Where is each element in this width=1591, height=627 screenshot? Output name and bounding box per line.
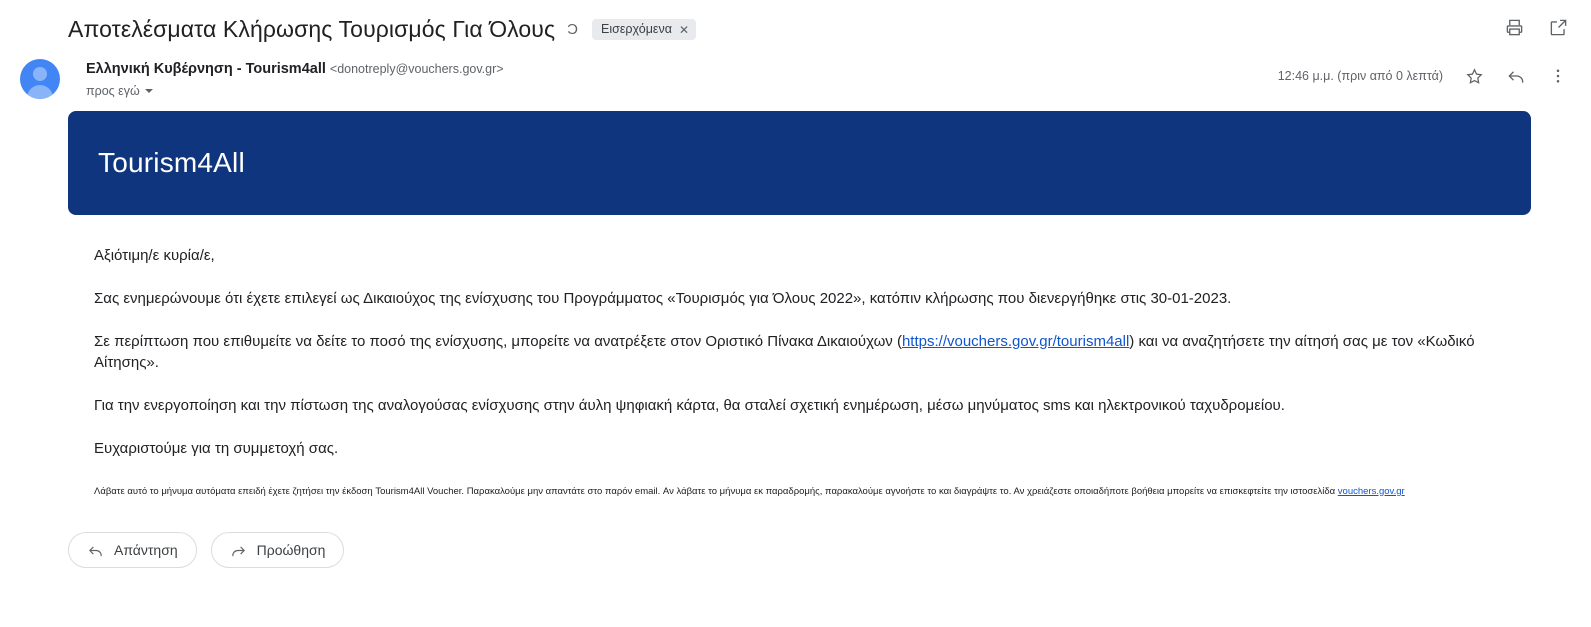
chevron-down-icon[interactable]	[145, 89, 153, 93]
paragraph-2	[94, 310, 1525, 375]
paragraph-2-after: ) και να αναζητήσετε την αίτησή σας με τον «Κωδικό Αίτησης».	[94, 332, 1475, 372]
sender-name[interactable]: Ελληνική Κυβέρνηση - Tourism4all	[86, 61, 326, 77]
print-icon[interactable]	[1503, 16, 1525, 38]
reply-button[interactable]	[68, 532, 197, 568]
paragraph-2-before: Σε περίπτωση που επιθυμείτε να δείτε το ποσό της ενίσχυσης, μπορείτε να ανατρέξετε στον Οριστικό Πίνακα Δικαιούχων (	[94, 332, 902, 350]
sender-email: <donotreply@vouchers.gov.gr>	[329, 62, 504, 76]
paragraph-3: Για την ενεργοποίηση και την πίστωση της αναλογούσας ενίσχυσης στην άυλη ψηφιακή κάρτα, θα σταλεί σχετική ενημέρωση, μέσω μηνύματος sms και ηλεκτρονικού ταχυδρομείου.	[94, 397, 1285, 414]
avatar	[20, 59, 60, 99]
forward-button[interactable]	[211, 532, 345, 568]
recipient-line[interactable]	[86, 84, 1278, 98]
subject-row	[0, 0, 1591, 49]
reply-button-label: Απάντηση	[114, 542, 178, 559]
label-chip-inbox[interactable]	[592, 19, 696, 40]
message-action-buttons	[0, 498, 1591, 568]
email-banner	[68, 111, 1531, 215]
open-in-new-window-icon[interactable]	[1547, 16, 1569, 38]
sender-line	[86, 61, 1278, 77]
paragraph-4: Ευχαριστούμε για τη συμμετοχή σας.	[94, 439, 339, 457]
thread-count: Ɔ	[567, 21, 578, 38]
banner-title: Tourism4All	[98, 147, 245, 178]
subject-actions	[1503, 16, 1569, 38]
label-chip-text: Εισερχόμενα	[601, 22, 672, 37]
star-icon[interactable]	[1463, 65, 1485, 87]
email-body-text	[68, 215, 1551, 460]
message-timestamp: 12:46 μ.μ. (πριν από 0 λεπτά)	[1277, 69, 1443, 83]
beneficiaries-table-link[interactable]: https://vouchers.gov.gr/tourism4all	[901, 332, 1130, 350]
recipient-label: προς εγώ	[86, 84, 140, 98]
email-body	[0, 99, 1591, 498]
greeting-paragraph: Αξιότιμη/ε κυρία/ε,	[94, 247, 215, 264]
page-title: Αποτελέσματα Κλήρωσης Τουρισμός Για Όλους	[68, 16, 556, 42]
reply-icon[interactable]	[1505, 65, 1527, 87]
sender-row	[0, 49, 1591, 99]
message-meta	[1278, 59, 1569, 87]
sender-block	[86, 59, 1278, 98]
email-disclaimer	[68, 460, 1551, 499]
close-icon[interactable]: ✕	[678, 22, 690, 37]
paragraph-1: Σας ενημερώνουμε ότι έχετε επιλεγεί ως Δικαιούχος της ενίσχυσης του Προγράμματος «Τουρισμός για Όλους 2022», κατόπιν κλήρωσης που διενεργήθηκε στις 30-01-2023.	[94, 289, 1232, 307]
more-options-icon[interactable]	[1547, 65, 1569, 87]
forward-button-label: Προώθηση	[256, 542, 326, 559]
vouchers-site-link[interactable]: vouchers.gov.gr	[1337, 485, 1405, 497]
disclaimer-text: Λάβατε αυτό το μήνυμα αυτόματα επειδή έχετε ζητήσει την έκδοση Tourism4All Voucher. Παρακαλούμε μην απαντάτε στο παρόν email. Αν λάβατε το μήνυμα εκ παραδρομής, παρακαλούμε αγνοήστε το και διαγράψτε το. Αν χρειάζεστε οποιαδήποτε βοήθεια μπορείτε να επισκεφτείτε την ιστοσελίδα	[94, 485, 1338, 497]
